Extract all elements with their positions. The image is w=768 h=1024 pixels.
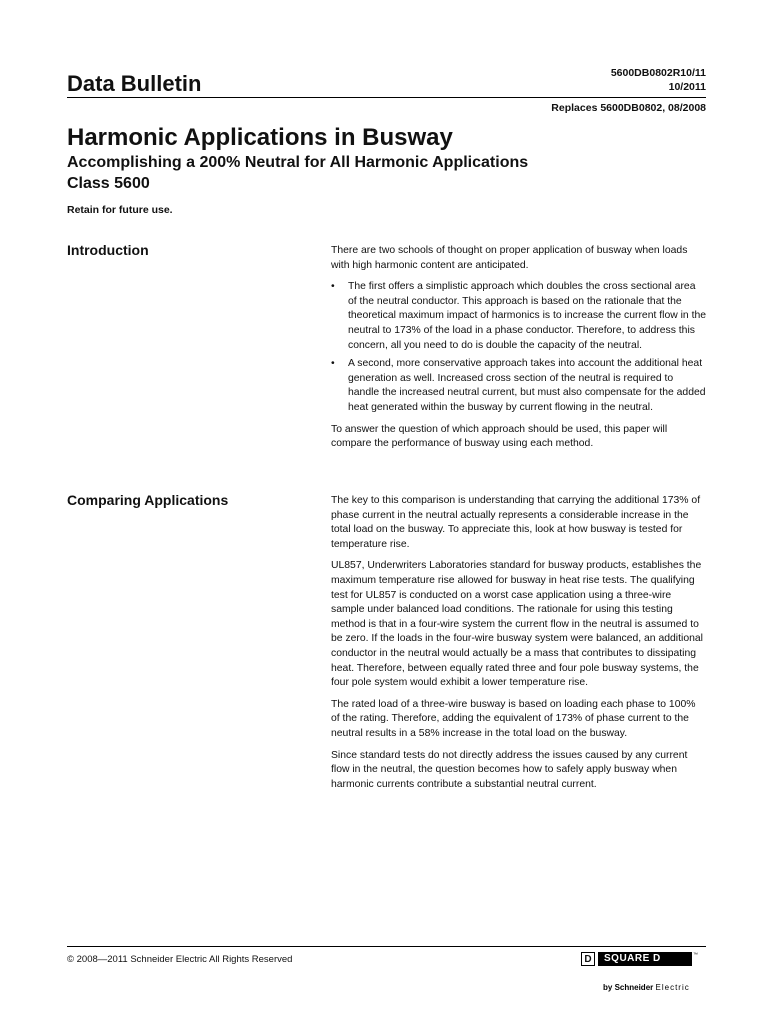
retain-note: Retain for future use.	[67, 204, 173, 216]
bullet-icon: •	[331, 358, 335, 370]
square-d-mark-icon: D	[581, 952, 595, 966]
comparing-paragraph: The key to this comparison is understanding that carrying the additional 173% of phase current in the neutral actually represents a considerable increase in the total load on the busway. To appreciate this, look at how busway is tested for temperature rise.	[331, 495, 701, 550]
introduction-heading: Introduction	[67, 242, 149, 258]
subtitle-line-2: Class 5600	[67, 175, 150, 192]
schneider-electric-tagline	[603, 983, 698, 992]
introduction-body	[331, 244, 707, 459]
introduction-paragraph-2: To answer the question of which approach should be used, this paper will compare the performance of busway using each method.	[331, 423, 668, 450]
document-title: Harmonic Applications in Busway	[67, 124, 453, 151]
introduction-bullet-list	[331, 280, 707, 415]
list-item	[331, 280, 707, 353]
bullet-text: The first offers a simplistic approach which doubles the cross sectional area of the neutral conductor. This approach is based on the rationale that the theoretical maximum impact of harmonics is to increase the current flow in the neutral to 173% of the load in a phase conductor. Therefore, to address this concern, all you need to do is double the capacity of the neutral.	[348, 281, 707, 351]
tagline-electric: Electric	[655, 983, 690, 992]
tagline-schneider: Schneider	[614, 983, 654, 992]
trademark-symbol: ™	[693, 952, 698, 958]
comparing-body	[331, 494, 707, 799]
document-number-block	[611, 66, 706, 94]
introduction-paragraph-1: There are two schools of thought on proper application of busway when loads with high harmonic content are anticipated.	[331, 245, 688, 271]
footer-divider	[67, 946, 706, 947]
comparing-heading: Comparing Applications	[67, 492, 229, 508]
header-divider	[67, 97, 706, 98]
document-number: 5600DB0802R10/11	[610, 67, 706, 79]
tagline-by: by	[603, 983, 613, 992]
bulletin-header-title: Data Bulletin	[67, 71, 202, 96]
copyright-notice: © 2008—2011 Schneider Electric All Rights Reserved	[67, 954, 293, 965]
bullet-icon: •	[331, 281, 335, 293]
square-d-logo	[581, 952, 698, 992]
list-item	[331, 357, 707, 415]
replaces-note: Replaces 5600DB0802, 08/2008	[551, 102, 706, 114]
document-date: 10/2011	[668, 81, 706, 93]
logo-brand-name: SQUARE D	[598, 952, 692, 966]
comparing-paragraph: The rated load of a three-wire busway is based on loading each phase to 100% of the rating. Therefore, adding the equivalent of 173% of phase current to the neutral results in a 58% increase in the total load on the busway.	[331, 698, 696, 739]
document-subtitle	[67, 152, 528, 194]
comparing-paragraph: UL857, Underwriters Laboratories standard for busway products, establishes the maximum temperature rise allowed for busway in heat rise tests. The qualifying test for UL857 is conducted on a worst case application using a three-wire sample under balanced load conditions. The rationale for using this testing method is that in a four-wire system the current flow in the neutral is assumed to be zero. If the loads in the four-wire busway system were balanced, an additional conductor in the neutral would actually be a mass that contributes to dissipating heat. Therefore, between equally rated three and four pole busway systems, the four pole system would exhibit a lower temperature rise.	[331, 560, 703, 689]
comparing-paragraph: Since standard tests do not directly address the issues caused by any current flow in the neutral, the question becomes how to safely apply busway when harmonic currents contribute a substantial neutral current.	[331, 749, 688, 790]
subtitle-line-1: Accomplishing a 200% Neutral for All Harmonic Applications	[67, 154, 529, 171]
bullet-text: A second, more conservative approach takes into account the additional heat generation as well. Increased cross section of the neutral is required to handle the increased neutral current, but must also compensate for the added heat generated within the busway by current flowing in the neutral.	[348, 358, 706, 413]
